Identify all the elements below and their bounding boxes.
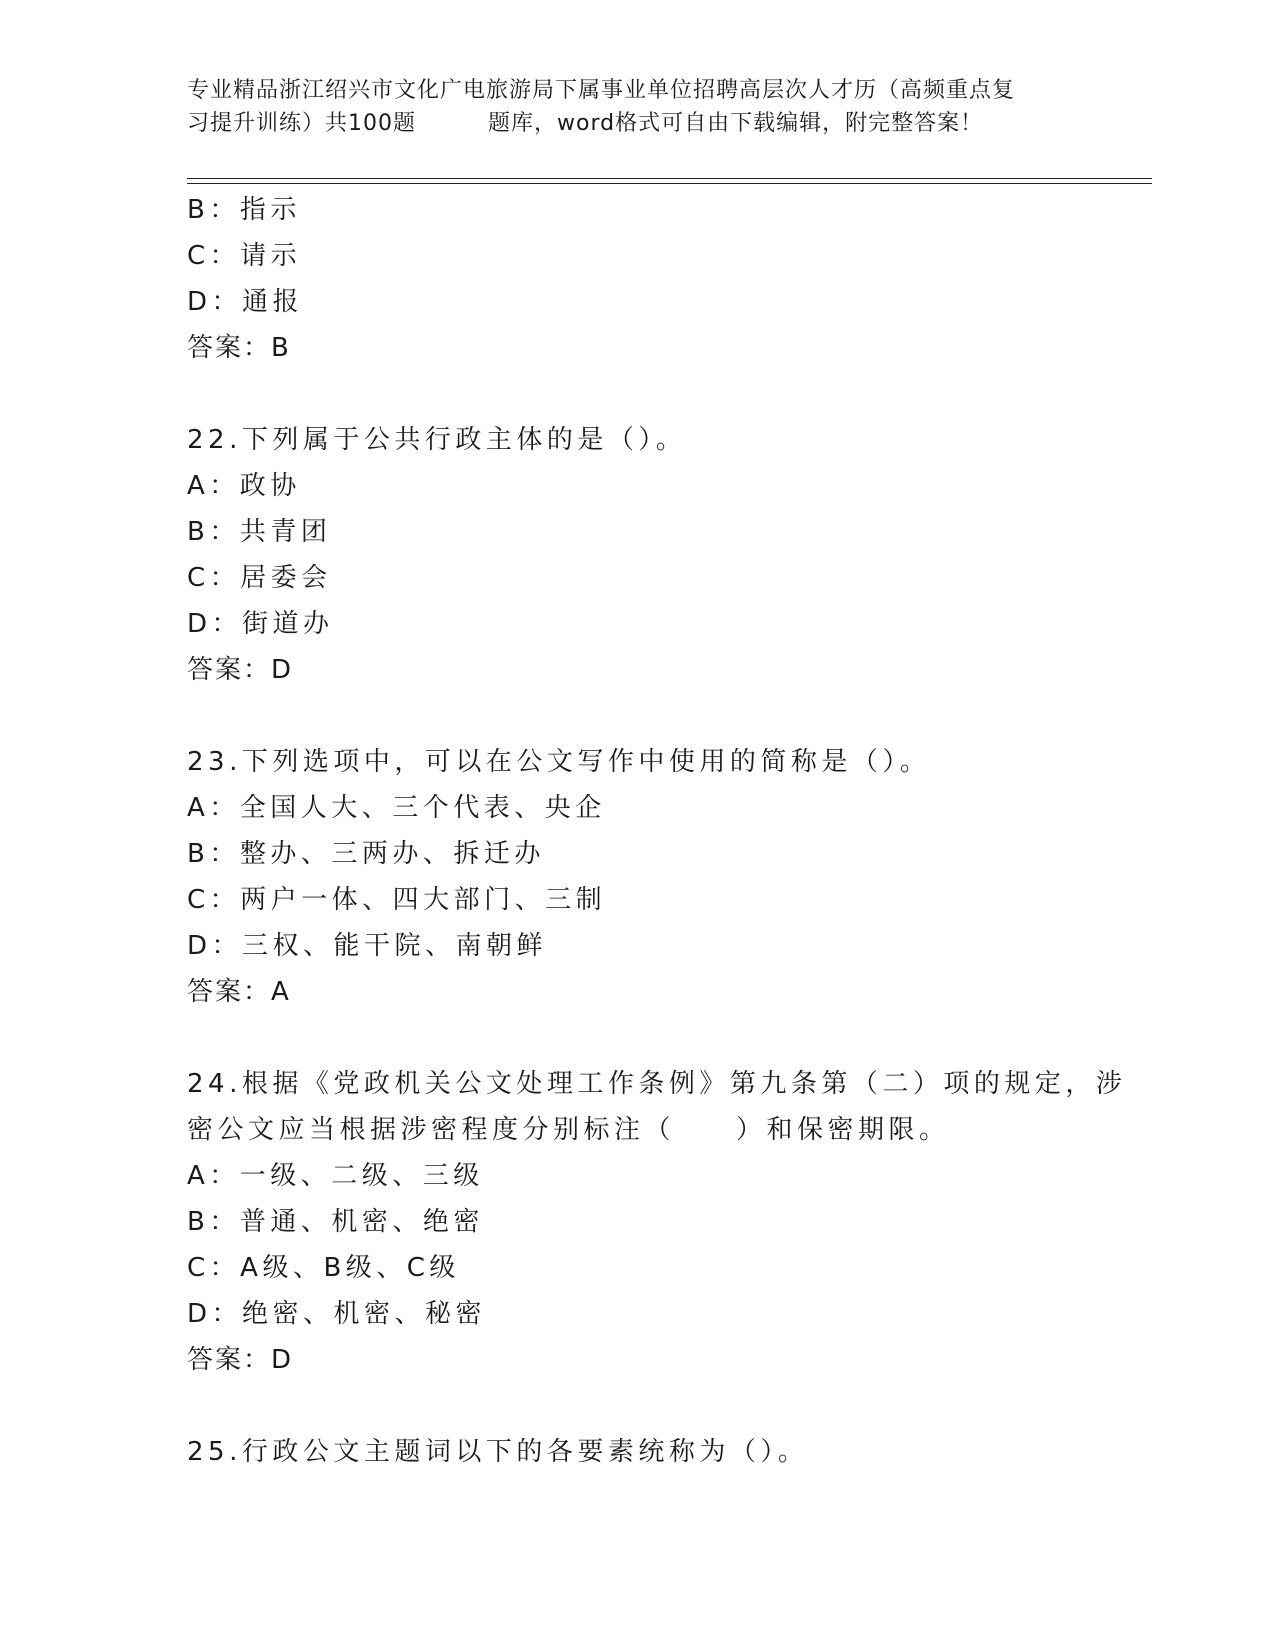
header-title-line-1: 专业精品浙江绍兴市文化广电旅游局下属事业单位招聘高层次人才历（高频重点复 (187, 78, 1016, 103)
option-c: C：请示 (187, 241, 302, 271)
option-b: B：整办、三两办、拆迁办 (187, 839, 545, 869)
question-list (187, 187, 1127, 1475)
header-title-line-2 (187, 107, 1087, 140)
question-stem: 22.下列属于公共行政主体的是（）。 (187, 425, 687, 455)
option-d: D：通报 (187, 287, 304, 317)
question-block-22 (187, 417, 1087, 693)
option-d: D：绝密、机密、秘密 (187, 1299, 487, 1329)
answer-line: 答案：D (187, 1345, 294, 1375)
question-stem-line-2: 密公文应当根据涉密程度分别标注（ ）和保密期限。 (187, 1115, 950, 1145)
question-block-23 (187, 739, 1087, 1015)
option-b: B：普通、机密、绝密 (187, 1207, 484, 1237)
option-b: B：共青团 (187, 517, 332, 547)
spacer (187, 371, 1087, 417)
option-a: A：政协 (187, 471, 301, 501)
answer-line: 答案：A (187, 977, 291, 1007)
question-block-24 (187, 1061, 1127, 1383)
option-d: D：三权、能干院、南朝鲜 (187, 931, 548, 961)
question-stem-line-1: 24.根据《党政机关公文处理工作条例》第九条第（二）项的规定，涉 (187, 1069, 1127, 1099)
header-title-part-2: 题库，word格式可自由下载编辑，附完整答案！ (488, 111, 984, 136)
header-title-part-1: 习提升训练）共100题 (187, 111, 416, 136)
spacer (187, 1015, 1087, 1061)
question-stem: 25.行政公文主题词以下的各要素统称为（）。 (187, 1437, 809, 1467)
page-header (187, 74, 1087, 140)
question-stem: 23.下列选项中，可以在公文写作中使用的简称是（）。 (187, 747, 931, 777)
question-block-25 (187, 1429, 1087, 1475)
option-d: D：街道办 (187, 609, 334, 639)
option-c: C：A级、B级、C级 (187, 1253, 460, 1283)
option-a: A：一级、二级、三级 (187, 1161, 484, 1191)
answer-line: 答案：D (187, 655, 294, 685)
spacer (187, 1383, 1087, 1429)
answer-line: 答案：B (187, 333, 291, 363)
option-b: B：指示 (187, 195, 301, 225)
option-c: C：居委会 (187, 563, 332, 593)
question-block-prev (187, 187, 1087, 371)
option-c: C：两户一体、四大部门、三制 (187, 885, 607, 915)
header-divider-bottom (187, 183, 1152, 184)
header-divider-top (187, 178, 1152, 179)
option-a: A：全国人大、三个代表、央企 (187, 793, 606, 823)
spacer (187, 693, 1087, 739)
